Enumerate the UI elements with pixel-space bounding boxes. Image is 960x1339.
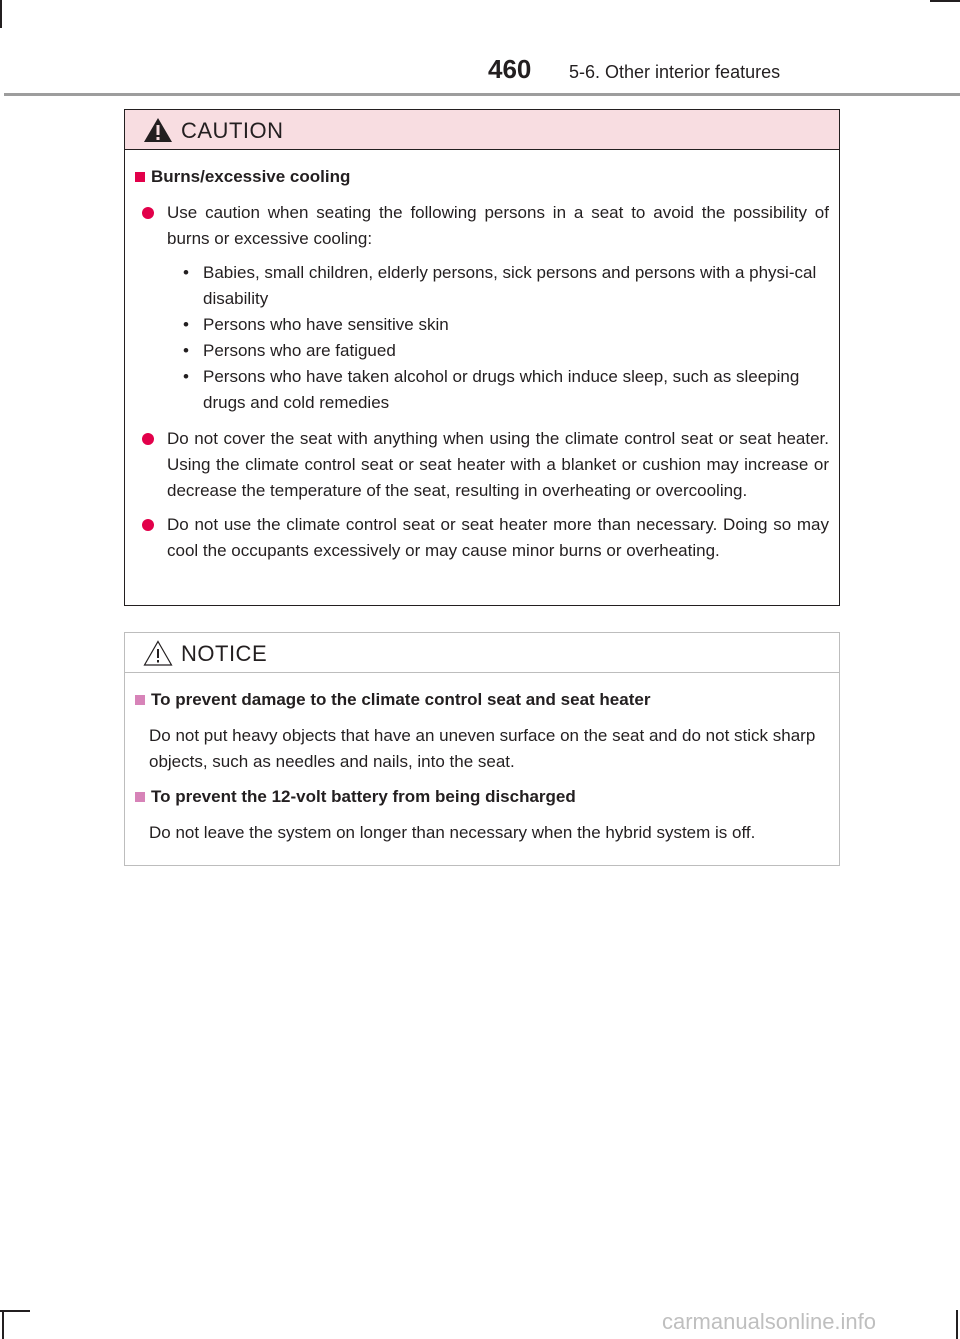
warning-icon: [143, 640, 173, 666]
circle-bullet-icon: [142, 207, 154, 219]
page-header: [0, 0, 960, 100]
square-bullet-icon: [135, 172, 145, 182]
list-item: • Persons who are fatigued: [183, 338, 829, 364]
notice-header: [125, 633, 839, 673]
caution-heading-text: Burns/excessive cooling: [151, 167, 351, 186]
caution-title: CAUTION: [181, 118, 284, 143]
dot-bullet-icon: •: [183, 263, 189, 282]
dot-bullet-icon: •: [183, 341, 189, 360]
circle-bullet-icon: [142, 433, 154, 445]
caution-item: [135, 200, 829, 252]
page-number: 460: [488, 54, 532, 84]
header-rule: [4, 93, 960, 96]
caution-item: [135, 426, 829, 504]
caution-item-text: Do not cover the seat with anything when using the climate control seat or seat heater. Using the climate control seat or seat heater with a blanket or cushion may increase or decrease the temperature of the seat, resulting in overheating or overcooling.: [167, 429, 829, 500]
caution-item-text: Do not use the climate control seat or seat heater more than necessary. Doing so may cool the occupants excessively or may cause minor burns or overheating.: [167, 515, 829, 560]
warning-icon: [143, 117, 173, 143]
dot-bullet-icon: •: [183, 367, 189, 386]
crop-mark-bottom-left-h: [0, 1310, 30, 1312]
list-item: • Persons who have taken alcohol or drugs which induce sleep, such as sleeping drugs and cold remedies: [183, 364, 829, 416]
notice-heading-text: To prevent damage to the climate control seat and seat heater: [151, 690, 651, 709]
caution-item-text: Use caution when seating the following persons in a seat to avoid the possibility of burns or excessive cooling:: [167, 203, 829, 248]
caution-body: [125, 150, 839, 564]
section-title: 5-6. Other interior features: [569, 62, 781, 82]
notice-body: [125, 673, 839, 846]
watermark: carmanualsonline.info: [662, 1309, 877, 1334]
circle-bullet-icon: [142, 519, 154, 531]
notice-title: NOTICE: [181, 641, 268, 666]
square-bullet-icon: [135, 792, 145, 802]
notice-box: [124, 632, 840, 866]
list-item: • Babies, small children, elderly persons, sick persons and persons with a physi-cal disability: [183, 260, 829, 312]
notice-heading: [135, 690, 829, 710]
list-item: • Persons who have sensitive skin: [183, 312, 829, 338]
caution-header: [125, 110, 839, 150]
notice-heading-text: To prevent the 12-volt battery from being discharged: [151, 787, 576, 806]
dot-bullet-icon: •: [183, 315, 189, 334]
notice-text: Do not put heavy objects that have an uneven surface on the seat and do not stick sharp objects, such as needles and nails, into the seat.: [149, 726, 816, 771]
caution-box: [124, 109, 840, 606]
notice-heading: [135, 787, 829, 807]
caution-bullet-list: [135, 260, 829, 416]
crop-mark-bottom-right-v: [956, 1310, 958, 1339]
square-bullet-icon: [135, 695, 145, 705]
caution-item: [135, 512, 829, 564]
crop-mark-bottom-left-v: [2, 1310, 4, 1339]
caution-heading: [135, 167, 829, 187]
notice-text: Do not leave the system on longer than necessary when the hybrid system is off.: [149, 823, 756, 842]
